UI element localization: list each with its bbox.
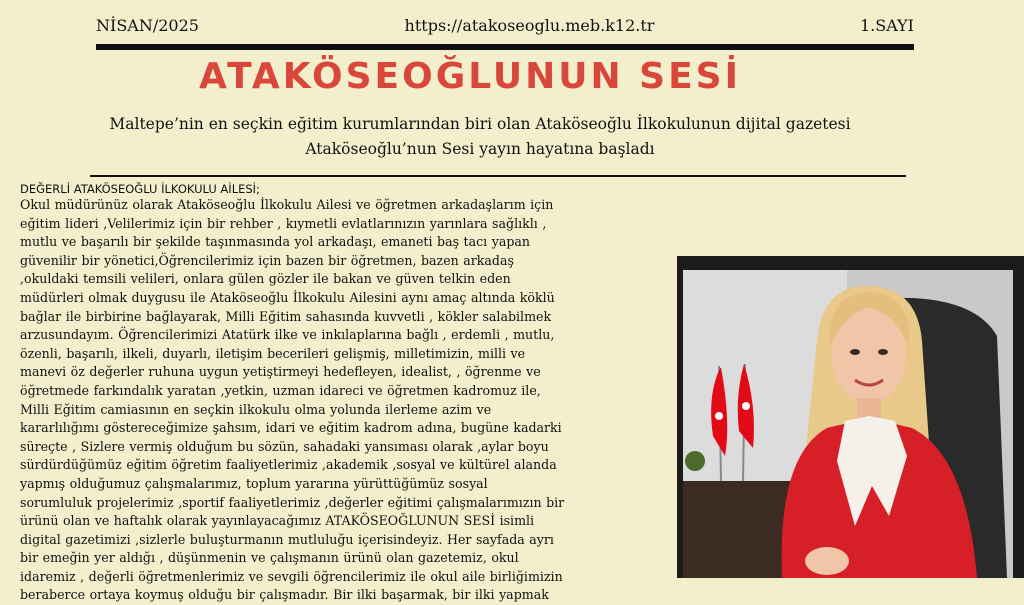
article-line: ,okuldaki temsili velileri, onlara gülen gözler ile bakan ve güven telkin eden (20, 271, 511, 287)
article-line: arzusundayım. Öğrencilerimizi Atatürk ilke ve inkılaplarına bağlı , erdemli , mutlu, (20, 327, 555, 343)
flag-crescent-1 (715, 412, 723, 420)
left-eye (850, 349, 860, 355)
article-line: bir emeğin yer aldığı , düşünmenin ve çalışmanın ürünü olan gazetemiz, okul (20, 550, 519, 566)
article-line: Milli Eğitim camiasının en seçkin ilkokulu olma yolunda ilerleme azim ve (20, 401, 492, 417)
article-line: ürünü olan ve haftalık olarak yayınlayacağımız ATAKÖSEOĞLUNUN SESİ isimli (20, 513, 535, 529)
issue-date: NİSAN/2025 (96, 16, 199, 35)
subtitle-line-2: Ataköseoğlu’nun Sesi yayın hayatına başladı (305, 140, 655, 158)
subtitle-rule (90, 175, 906, 177)
article-line: manevi öz değerler ruhuna uygun yetiştirmeyi hedefleyen, idealist, , öğrenme ve (20, 364, 541, 380)
article-line: mutlu ve başarılı bir şekilde taşınmasında yol arkadaşı, emaneti baş tacı yapan (20, 234, 531, 250)
principal-photo (677, 256, 1024, 578)
article-line: digital gazetimizi ,sizlerle buluşturmanın mutluluğu içerisindeyiz. Her sayfada ayrı (20, 531, 554, 547)
article-line: sorumluluk projelerimiz ,sportif faaliyetlerimiz ,değerler eğitimi çalışmalarımızın bir (20, 494, 565, 510)
article-line: güvenilir bir yönetici,Öğrencilerimiz için bazen bir öğretmen, bazen arkadaş (20, 252, 514, 268)
desk-plant (685, 451, 705, 471)
article-line: müdürleri olmak duygusu ile Ataköseoğlu İlkokulu Ailesini aynı amaç altında köklü (20, 289, 555, 305)
article-line: sürdürdüğümüz eğitim öğretim faaliyetlerimiz ,akademik ,sosyal ve kültürel alanda (20, 457, 557, 473)
article-line: süreçte , Sizlere vermiş olduğum bu sözün, sahadaki yansıması olarak ,aylar boyu (20, 438, 549, 454)
hand (805, 547, 849, 575)
desk (683, 481, 793, 578)
newspaper-title: ATAKÖSEOĞLUNUN SESİ (199, 56, 741, 97)
article-line: yapmış olduğumuz çalışmalarımız, toplum yararına yürüttüğümüz sosyal (20, 475, 488, 491)
subtitle-line-1: Maltepe’nin en seçkin eğitim kurumlarından biri olan Ataköseoğlu İlkokulunun dijital gazetesi (109, 115, 851, 133)
right-eye (878, 349, 888, 355)
principal-photo-illustration (677, 256, 1024, 578)
top-rule (96, 44, 914, 50)
article-heading: DEĞERLİ ATAKÖSEOĞLU İLKOKULU AİLESİ; (20, 182, 260, 196)
issue-number: 1.SAYI (859, 16, 914, 35)
article-line: idaremiz , değerli öğretmenlerimiz ve sevgili öğrencilerimiz ile okul aile birliğimizin (20, 568, 563, 584)
flag-crescent-2 (742, 402, 750, 410)
article-line: beraberce ortaya koymuş olduğu bir çalışmadır. Bir ilki başarmak, bir ilki yapmak (20, 587, 549, 603)
subtitle (40, 112, 920, 162)
article-line: özenli, başarılı, ilkeli, duyarlı, iletişim becerileri gelişmiş, milletimizin, milli ve (20, 345, 526, 361)
article-line: Okul müdürünüz olarak Ataköseoğlu İlkokulu Ailesi ve öğretmen arkadaşlarım için (20, 197, 554, 212)
article-body (20, 196, 680, 605)
article-line: eğitim lideri ,Velilerimiz için bir rehber , kıymetli evlatlarınızın yarınlara sağlıklı , (20, 215, 547, 231)
article-line: öğretmede farkındalık yaratan ,yetkin, uzman idareci ve öğretmen kadromuz ile, (20, 382, 541, 398)
masthead-top-bar (96, 16, 914, 35)
article-line: kararlılığımı göstereceğimize şahsım, idari ve eğitim kadrom adına, bugüne kadarki (20, 420, 562, 436)
article-line: bağlar ile birbirine bağlayarak, Milli Eğitim sahasında kuvvetli , kökler salabilmek (20, 308, 552, 324)
website-url[interactable]: https://atakoseoglu.meb.k12.tr (404, 16, 655, 35)
